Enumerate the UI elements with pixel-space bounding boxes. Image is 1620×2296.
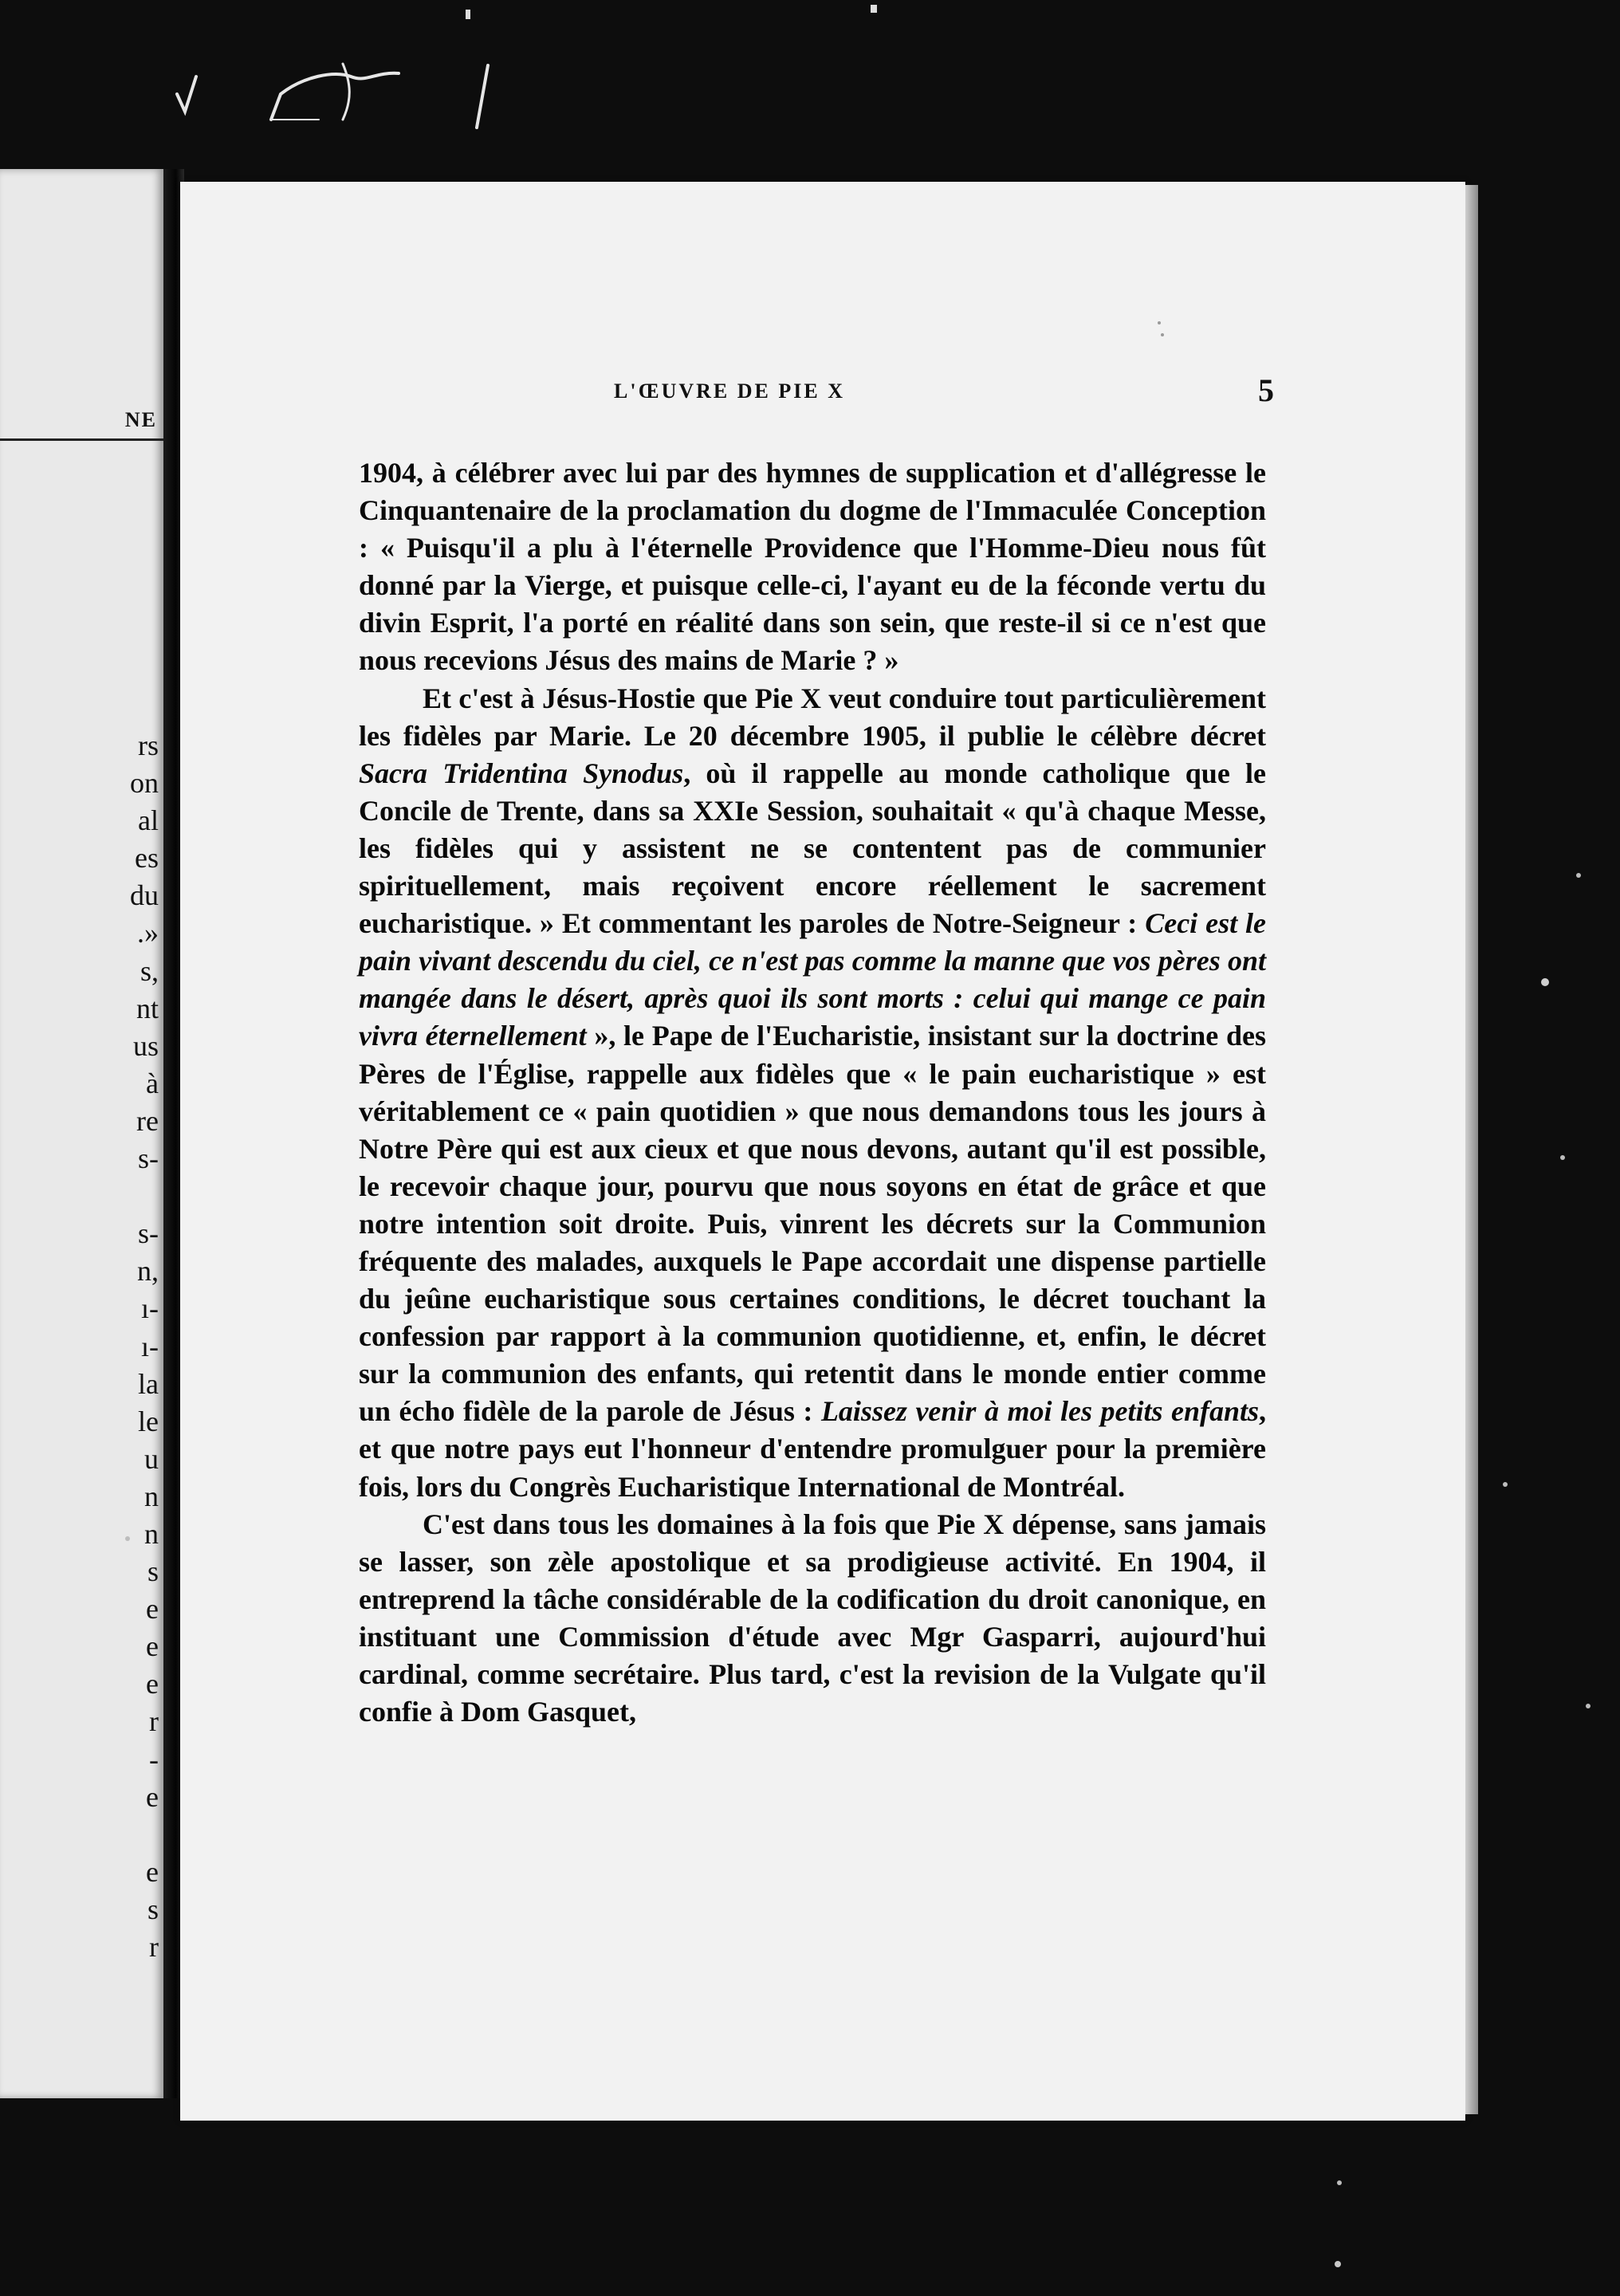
paragraph-2-italic-2: Ceci est le pain vivant descendu du ciel, ce n'est pas comme la manne que vos pères ont mangée dans le désert, après quoi ils sont morts : celui qui mange ce pain vivra éternellement (359, 907, 1266, 1052)
left-page-line-fragment: e (146, 1855, 159, 1888)
left-page-line-fragment: n (144, 1480, 159, 1512)
left-page-line-fragment: e (146, 1668, 159, 1700)
left-page-line-fragment: ı- (141, 1330, 159, 1362)
paragraph-2-text-1: Et c'est à Jésus-Hostie que Pie X veut conduire tout particulièrement les fidèles par Marie. Le 20 décembre 1905, il publie le célèbre décret (359, 682, 1266, 752)
left-page-line-fragment: r (149, 1705, 159, 1738)
left-page-line-fragment: n, (137, 1255, 159, 1288)
left-page-line-fragment: us (132, 1029, 159, 1062)
left-page-line-fragment: s- (138, 1142, 159, 1175)
handwritten-marks (0, 0, 957, 159)
paragraph-2 (359, 680, 1266, 1506)
left-page-line-fragment (0, 1816, 159, 1854)
left-page-header-fragment: NE (124, 408, 157, 431)
left-page-line-fragment: à (146, 1067, 159, 1099)
left-page-line-fragment: re (136, 1104, 159, 1137)
left-page-line-fragment: .» (137, 917, 159, 949)
paragraph-1: 1904, à célébrer avec lui par des hymnes de supplication et d'allégresse le Cinquantenaire de la proclamation du dogme de l'Immaculée Conception : « Puisqu'il a plu à l'éternelle Providence que l'Homme-Dieu nous fût donné par la Vierge, et puisque celle-ci, l'ayant eu de la féconde vertu du divin Esprit, l'a porté en réalité dans son sein, que reste-il si ce n'est que nous recevions Jésus des mains de Marie ? » (359, 457, 1266, 677)
left-page-line-fragment: u (144, 1442, 159, 1475)
left-page-line-fragment: n (144, 1517, 159, 1550)
left-page-line-fragment: on (130, 767, 159, 800)
left-page-line-fragment: nt (136, 992, 159, 1024)
page-body (359, 454, 1266, 1731)
page-edge (1465, 185, 1478, 2114)
left-page-line-fragment: al (138, 804, 159, 837)
left-page-line-fragment: - (149, 1743, 159, 1775)
left-page-line-fragment: du (130, 879, 159, 912)
left-page-line-fragment: rs (138, 729, 159, 761)
paragraph-2-text-3: », le Pape de l'Eucharistie, insistant sur la doctrine des Pères de l'Église, rappelle aux fidèles que « le pain eucharistique » est véritablement ce « pain quotidien » que nous demandons tous les jours à Notre Père qui est aux cieux et que nous devons, autant qu'il est possible, le recevoir chaque jour, pourvu que nous soyons en état de grâce et que notre intention soit droite. Puis, vinrent les décrets sur la Communion fréquente des malades, auxquels le Pape accordait une dispense partielle du jeûne eucharistique sous certaines conditions, le décret touchant la confession par rapport à la communion quotidienne, et, enfin, le décret sur la communion des enfants, qui retentit dans le monde entier comme un écho fidèle de la parole de Jésus : (359, 1020, 1266, 1428)
left-page-line-fragment: e (146, 1780, 159, 1813)
page-number: 5 (1258, 372, 1274, 408)
left-page-line-fragments (0, 727, 163, 1966)
paragraph-2-text-2: , où il rappelle au monde catholique que le Concile de Trente, dans sa XXIe Session, souhaitait « qu'à chaque Messe, les fidèles qui y assistent ne se contentent pas de communier spirituellement, mais reçoivent encore réellement le sacrement eucharistique. » Et commentant les paroles de Notre-Seigneur : (359, 757, 1266, 940)
left-page-line-fragment (0, 1177, 159, 1215)
left-page-line-fragment: s- (138, 1217, 159, 1250)
left-page-line-fragment: r (149, 1931, 159, 1963)
left-page-line-fragment: s (147, 1893, 159, 1925)
left-page-line-fragment: e (146, 1593, 159, 1626)
paragraph-2-italic-1: Sacra Tridentina Synodus (359, 757, 684, 789)
left-page-line-fragment: s (147, 1555, 159, 1588)
left-page-line-fragment: s, (140, 954, 159, 987)
paragraph-2-italic-3: Laissez venir à moi les petits enfants (820, 1395, 1260, 1428)
left-page-header-rule (0, 438, 163, 441)
paragraph-3: C'est dans tous les domaines à la fois que Pie X dépense, sans jamais se lasser, son zèle apostolique et sa prodigieuse activité. En 1904, il entreprend la tâche considérable de la codification du droit canonique, en instituant une Commission d'étude avec Mgr Gasparri, aujourd'hui cardinal, comme secrétaire. Plus tard, c'est la revision de la Vulgate qu'il confie à Dom Gasquet, (359, 1508, 1266, 1728)
left-page-line-fragment: le (138, 1405, 159, 1437)
left-page-line-fragment: e (146, 1630, 159, 1663)
left-page-line-fragment: ı- (141, 1292, 159, 1325)
left-page-line-fragment: la (138, 1367, 159, 1400)
left-page-line-fragment: es (135, 842, 159, 875)
running-head: L'ŒUVRE DE PIE X (614, 379, 845, 403)
previous-page (0, 169, 163, 2098)
paragraph-2-text-4: , et que notre pays eut l'honneur d'entendre promulguer pour la première fois, lors du Congrès Eucharistique International de Montréal. (359, 1395, 1267, 1503)
